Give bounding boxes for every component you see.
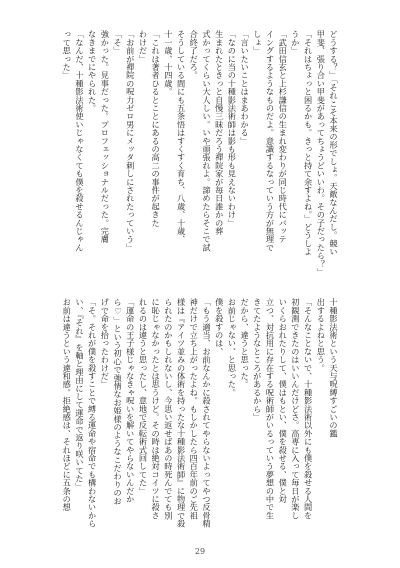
text-line: いくらおれたりして、僕はもとい、僕を殺せる、僕と対	[278, 298, 289, 503]
text-line: 「なんだ、十種影法術使いじゃなくても僕を殺せるんじゃん	[74, 30, 85, 252]
text-line: 出するよねと思う。	[316, 298, 327, 372]
text-line: 「お前が禪院の呪力ゼロ男にメッタ刺しにされたっていう」	[125, 30, 136, 252]
text-line: なきまでにやられた。	[87, 30, 98, 112]
text-line: 甲斐、張り合い甲斐があってちょうどいいわ。その子だったら？」	[316, 30, 327, 276]
text-line: だから、違うと思った。	[240, 298, 251, 389]
page-number: 29	[194, 547, 206, 556]
text-line: 「もう適当、お前なんかに殺されてやらないよってやつ反骨精	[201, 298, 212, 528]
text-line: お前は違うという違和感。拒絶感は、それほどに五条の想	[62, 298, 73, 512]
text-line: 強かった。見事だった。プロフェッショナルだった。完膚	[100, 30, 111, 244]
text-line: イングするようなものだよ。意識するなっていう方が無理で	[265, 30, 276, 252]
text-line: れるのは違うと思ったし、意地で反転術式回してた」	[138, 298, 149, 495]
text-line: きてたようなところがあるから」	[252, 298, 263, 421]
text-line: 「それはちょっと困るかも。きっと持て余すよね。」どうしよ	[303, 30, 314, 256]
text-line: 「運命の王子様じゃなきゃ呪いを解いてやらないんだか	[125, 298, 136, 503]
text-line: って思った」	[62, 30, 73, 80]
text-line: げで命を拾ったわけだ」	[100, 298, 111, 389]
text-line: 初観測できたのはいいんだけどさ。高専に入って毎日が楽し	[290, 298, 301, 520]
text-line: に恥じゃなかったとは思うけど。その時は絶対コイツに殺さ	[151, 298, 162, 520]
text-line: 「そ。それが僕を殺すことで縛る運命や宿命でも構わないから	[87, 298, 98, 528]
text-line: 「言いたいことはまあわかる」	[240, 30, 251, 145]
text-line: 「武田信玄と上杉謙信の生まれ変わりが同じ時代にバッテ	[278, 30, 289, 244]
text-line: どうする？」「それこそ本来の形でしょ。天敵なんだし。競い	[329, 30, 339, 256]
text-line: 十一歳、十四歳。	[163, 30, 174, 96]
upper-text-block	[50, 30, 340, 280]
lower-text-block	[50, 298, 340, 548]
text-line: 「これは著者ひるとことにあるの高二の事件が起きた	[151, 30, 162, 227]
text-line: い、『それ』を軸と理由にして運命で返り咲いてた」	[74, 298, 85, 491]
text-line: 立つ、対抗用に存在する呪術師がいるっていう夢想の中で生	[265, 298, 276, 520]
text-line: 神だけで立ち上がったよね。もしかしたら四百年前のご先祖	[189, 298, 200, 520]
text-line: 式かってくらい大人しい。いや頑張れよ。諦めたらそこで試	[201, 30, 212, 252]
text-line: 「そ」	[113, 30, 124, 55]
text-line: 様は『アイツ並みの体術を持ったな十種影法術師』に物理で殺	[176, 298, 187, 528]
text-line: お前じゃない、と思った。	[227, 298, 238, 397]
text-line: 生まれたときっと自慢三昧だろう禪院家が毎日誰かの葬	[214, 30, 225, 235]
text-line: ら♡」という初心で強情なお姫様のようなこだわりのお	[113, 298, 124, 505]
text-line: わけだ」	[138, 30, 149, 63]
text-line: られたのかもしれないし、今思い返せばあの時死んでても別	[163, 298, 174, 520]
text-line: 「そんなことないで、十種影法術以外にも僕を殺せる人間を	[303, 298, 314, 520]
text-line: うか」	[290, 30, 301, 55]
text-line: しょ」	[252, 30, 263, 55]
text-line: 十種影法術という天与呪縛すごいの鑑	[329, 298, 339, 438]
text-line: 僕を殺すのは、	[214, 298, 225, 356]
text-line: 「なのに当の十種影法術師は影も形も見えないわけ」	[227, 30, 238, 227]
text-line: 合終了だろ。	[189, 30, 200, 80]
text-line: そうしている間にも五条悟はすくすく育ち、八歳、十歳、	[176, 30, 187, 244]
